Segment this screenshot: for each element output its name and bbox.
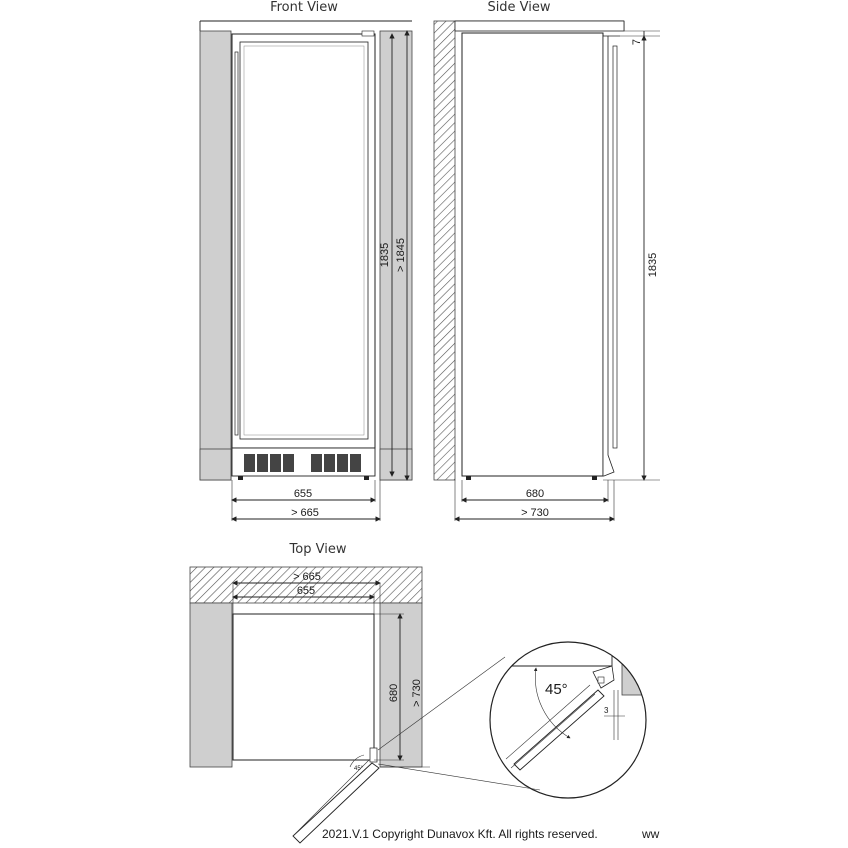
top-niche-depth-label: > 730 — [411, 679, 423, 707]
top-gap-label: 7 — [631, 38, 643, 46]
top-niche-width-label: > 665 — [293, 571, 321, 583]
side-foot-front — [592, 476, 597, 480]
foot-left — [238, 476, 243, 480]
side-height-label: 1835 — [647, 252, 659, 278]
side-view — [434, 0, 660, 521]
copyright-trailing: ww — [642, 827, 660, 841]
front-view-title: Front View — [270, 0, 338, 15]
left-cabinet-wall — [200, 31, 231, 480]
side-view-title: Side View — [487, 0, 551, 15]
niche-width-label: > 665 — [291, 507, 319, 519]
copyright-text: 2021.V.1 Copyright Dunavox Kft. All rights reserved. — [322, 827, 598, 841]
rear-wall-hatched — [434, 21, 455, 480]
top-depth-label: 680 — [388, 683, 400, 703]
left-wall-top — [190, 603, 232, 767]
left-plinth — [200, 449, 231, 480]
side-handle — [613, 46, 617, 448]
height-label: 1835 — [379, 242, 391, 268]
leader-line-lower — [378, 764, 540, 790]
niche-depth-label: > 730 — [521, 507, 549, 519]
foot-right — [364, 476, 369, 480]
width-label: 655 — [293, 488, 313, 500]
detail-gap-label: 3 — [604, 706, 609, 715]
side-foot-rear — [466, 476, 471, 480]
top-width-label: 655 — [296, 585, 316, 597]
top-view — [190, 542, 430, 843]
front-view — [200, 0, 412, 521]
hinge-top — [362, 31, 374, 36]
top-panel — [455, 21, 624, 31]
door-profile — [603, 36, 614, 476]
detail-angle-label: 45° — [545, 681, 568, 698]
door-angle-label: 45° — [354, 766, 364, 772]
side-body — [462, 33, 603, 476]
detail-wall — [622, 650, 662, 695]
niche-height-label: > 1845 — [395, 238, 407, 272]
glass-door — [240, 42, 368, 439]
depth-label: 680 — [525, 488, 545, 500]
appliance-top — [233, 614, 374, 760]
door-handle — [235, 52, 238, 435]
top-view-title: Top View — [289, 542, 347, 557]
